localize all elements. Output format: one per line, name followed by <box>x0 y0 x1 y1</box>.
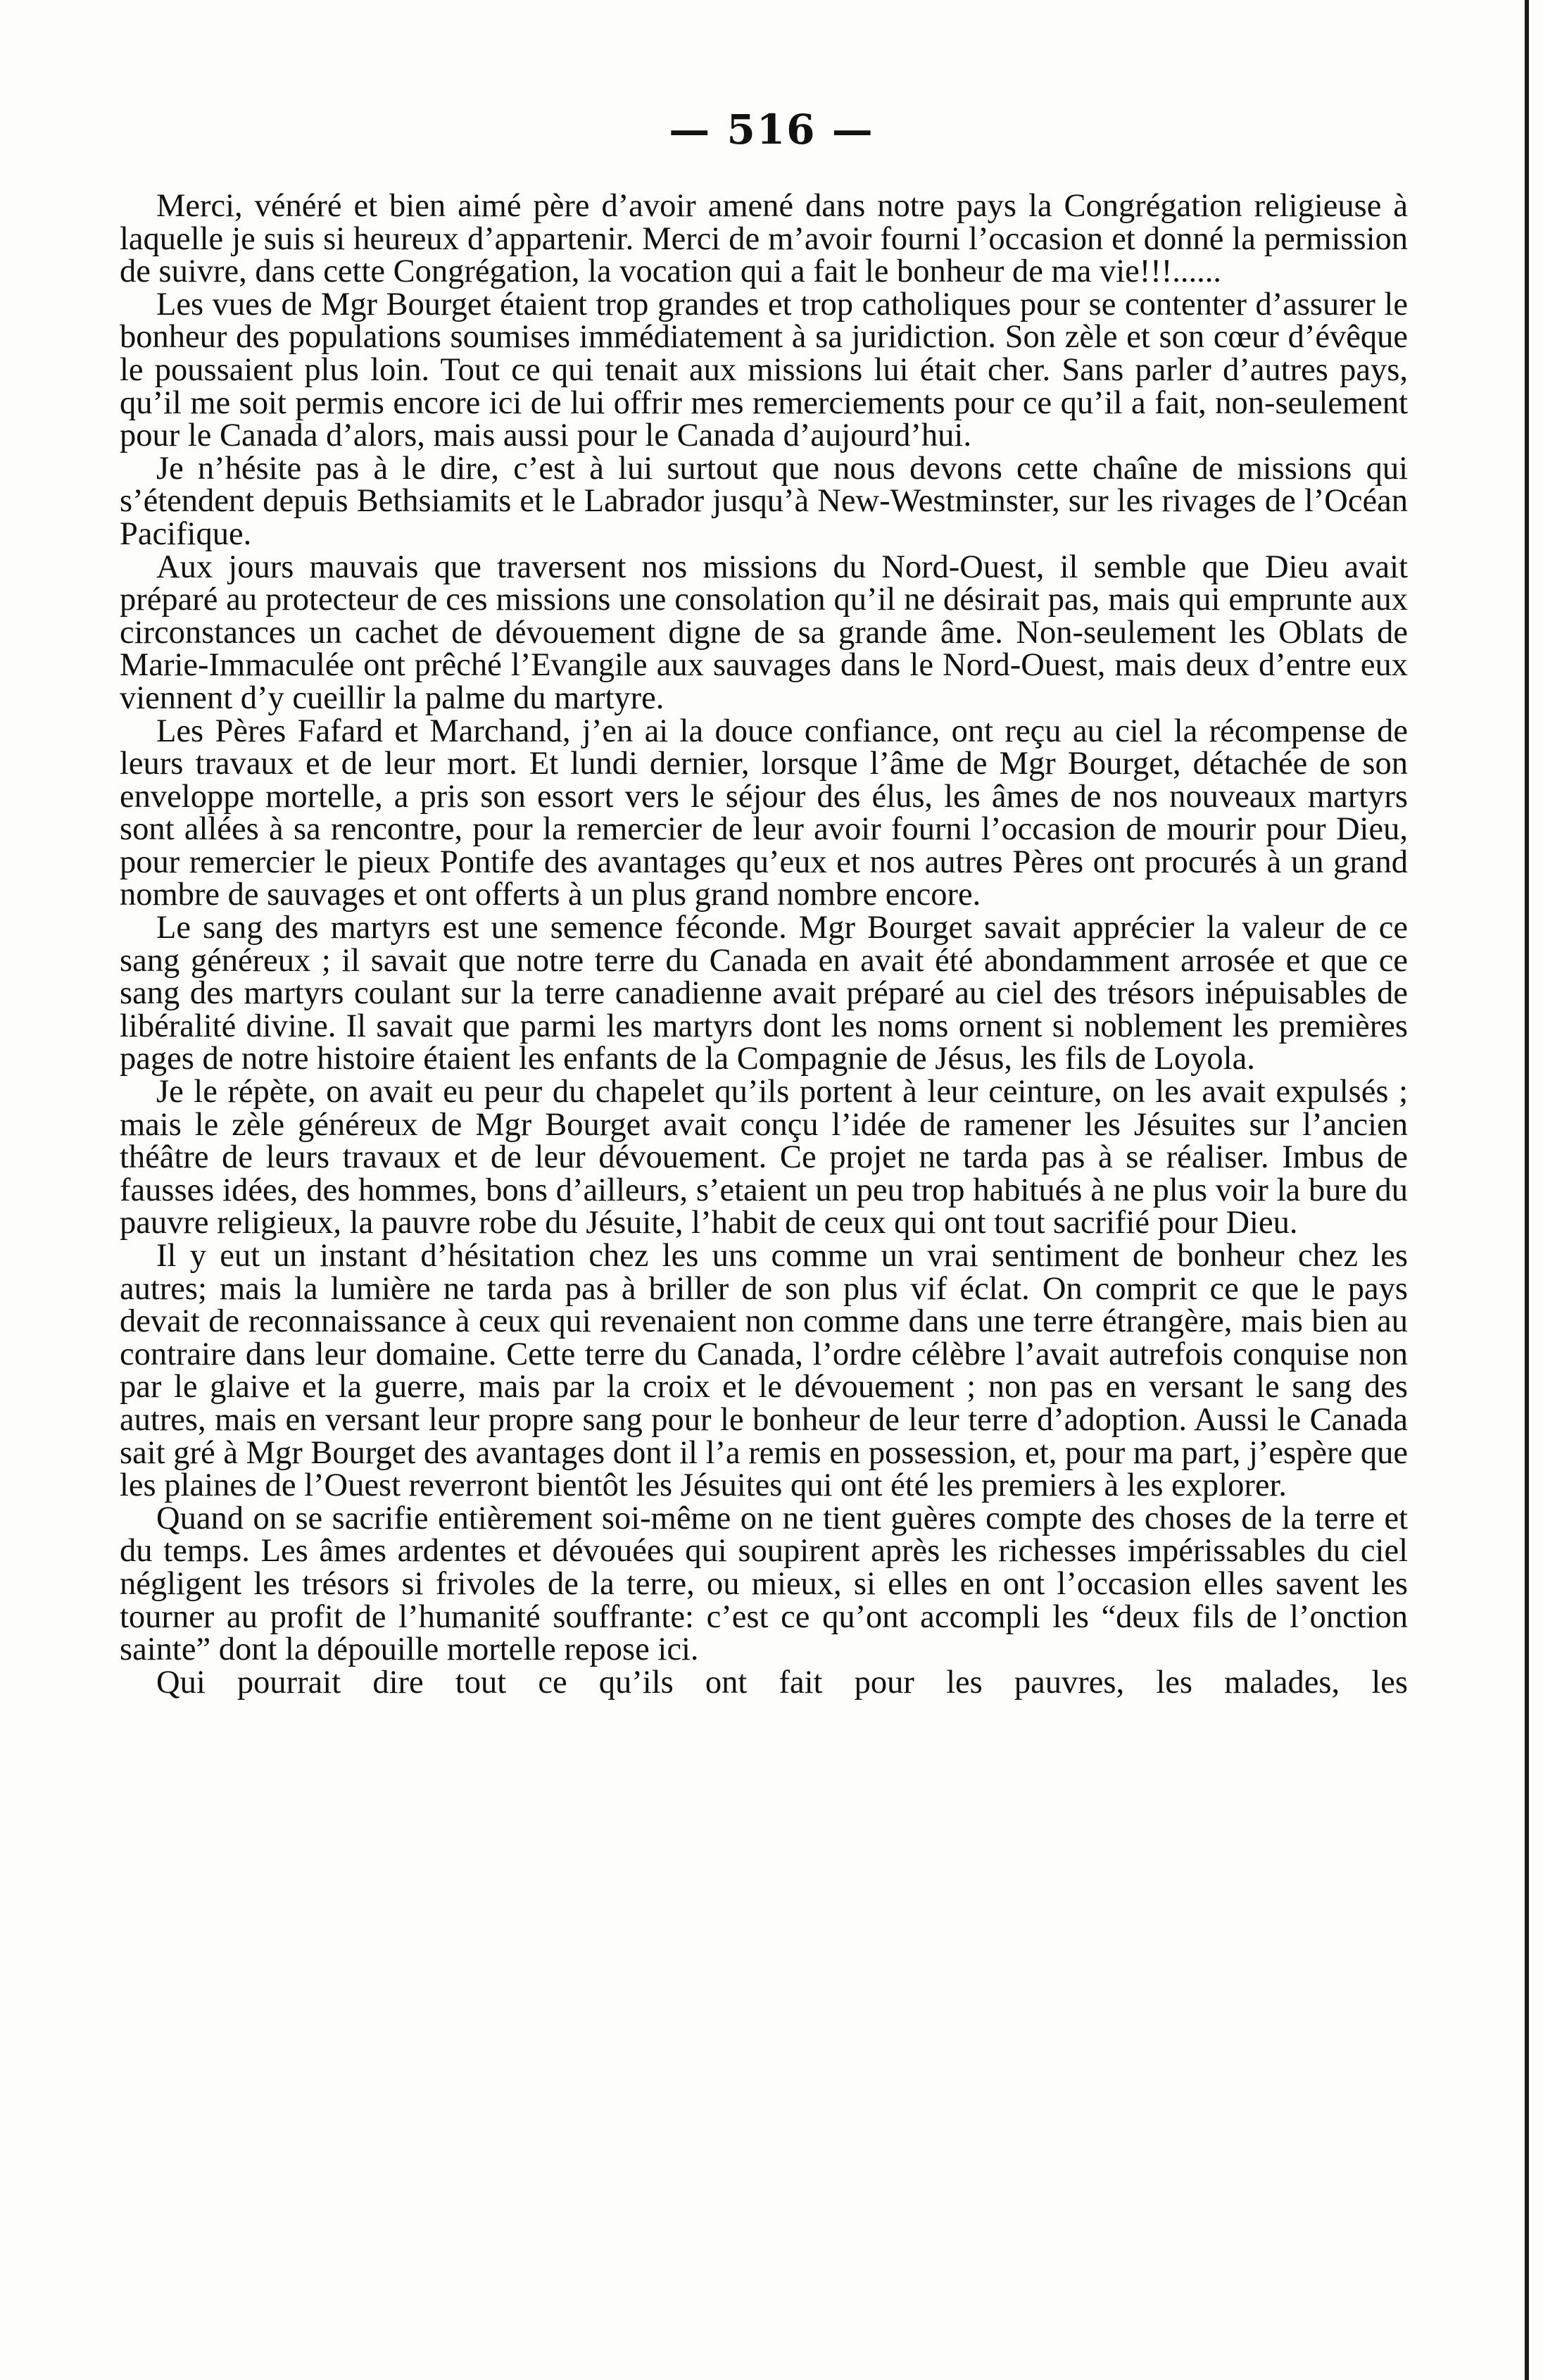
paragraph: Je n’hésite pas à le dire, c’est à lui surtout que nous devons cette chaîne de missions qui s’étendent depuis Bethsiamits et le Labrador jusqu’à New-Westminster, sur les rivages de l’Océan Pacifique. <box>120 450 1408 552</box>
paragraph: Aux jours mauvais que traversent nos missions du Nord-Ouest, il semble que Dieu avait préparé au protecteur de ces missions une consolation qu’il ne désirait pas, mais qui emprunte aux circonstances un cachet de dévouement digne de sa grande âme. Non-seulement les Oblats de Marie-Immaculée ont prêché l’Evangile aux sauvages dans le Nord-Ouest, mais deux d’entre eux viennent d’y cueillir la palme du martyre. <box>120 549 1408 716</box>
paragraph: Qui pourrait dire tout ce qu’ils ont fait pour les pauvres, les malades, les <box>156 1664 1408 1701</box>
paragraph: Il y eut un instant d’hésitation chez les uns comme un vrai sentiment de bonheur chez les autres; mais la lumière ne tarda pas à briller de son plus vif éclat. On comprit ce que le pays devait de reconnaissance à ceux qui revenaient non comme dans une terre étrangère, mais bien au contraire dans leur domaine. Cette terre du Canada, l’ordre célèbre l’avait autrefois conquise non par le glaive et la guerre, mais par la croix et le dévouement ; non pas en versant le sang des autres, mais en versant leur propre sang pour le bonheur de leur terre d’adoption. Aussi le Canada sait gré à Mgr Bourget des avantages dont il l’a remis en possession, et, pour ma part, j’espère que les plaines de l’Ouest reverront bientôt les Jésuites qui ont été les premiers à les explorer. <box>120 1238 1408 1504</box>
paragraph: Merci, vénéré et bien aimé père d’avoir amené dans notre pays la Congrégation religieuse à laquelle je suis si heureux d’appartenir. Merci de m’avoir fourni l’occasion et donné la permission de suivre, dans cette Congrégation, la vocation qui a fait le bonheur de ma vie!!!...... <box>120 188 1408 290</box>
paragraph: Les Pères Fafard et Marchand, j’en ai la douce confiance, ont reçu au ciel la récompense de leurs travaux et de leur mort. Et lundi dernier, lorsque l’âme de Mgr Bourget, détachée de son enveloppe mortelle, a pris son essort vers le séjour des élus, les âmes de nos nouveaux martyrs sont allées à sa rencontre, pour la remercier de leur avoir fourni l’occasion de mourir pour Dieu, pour remercier le pieux Pontife des avantages qu’eux et nos autres Pères ont procurés à un grand nombre de sauvages et ont offerts à un plus grand nombre encore. <box>120 713 1408 913</box>
paragraph: Je le répète, on avait eu peur du chapelet qu’ils portent à leur ceinture, on les avait expulsés ; mais le zèle généreux de Mgr Bourget avait conçu l’idée de ramener les Jésuites sur l’ancien théâtre de leurs travaux et de leur dévouement. Ce projet ne tarda pas à se réaliser. Imbus de fausses idées, des hommes, bons d’ailleurs, s’etaient un peu trop habitués à ne plus voir la bure du pauvre religieux, la pauvre robe du Jésuite, l’habit de ceux qui ont tout sacrifié pour Dieu. <box>120 1074 1408 1241</box>
paragraph: Le sang des martyrs est une semence féconde. Mgr Bourget savait apprécier la valeur de ce sang généreux ; il savait que notre terre du Canada en avait été abondamment arrosée et que ce sang des martyrs coulant sur la terre canadienne avait préparé au ciel des trésors inépuisables de libéralité divine. Il savait que parmi les martyrs dont les noms ornent si noblement les premières pages de notre histoire étaient les enfants de la Compagnie de Jésus, les fils de Loyola. <box>120 910 1408 1077</box>
page-edge-line <box>1525 0 1529 2380</box>
body-text <box>120 190 1408 1699</box>
page-number: — 516 — <box>669 106 874 154</box>
paragraph: Les vues de Mgr Bourget étaient trop grandes et trop catholiques pour se contenter d’assurer le bonheur des populations soumises immédiatement à sa juridiction. Son zèle et son cœur d’évêque le poussaient plus loin. Tout ce qui tenait aux missions lui était cher. Sans parler d’autres pays, qu’il me soit permis encore ici de lui offrir mes remerciements pour ce qu’il a fait, non-seulement pour le Canada d’alors, mais aussi pour le Canada d’aujourd’hui. <box>120 286 1408 454</box>
paragraph: Quand on se sacrifie entièrement soi-même on ne tient guères compte des choses de la terre et du temps. Les âmes ardentes et dévouées qui soupirent après les richesses impérissables du ciel négligent les trésors si frivoles de la terre, ou mieux, si elles en ont l’occasion elles savent les tourner au profit de l’humanité souffrante: c’est ce qu’ont accompli les “deux fils de l’onction sainte” dont la dépouille mortelle repose ici. <box>120 1500 1408 1668</box>
